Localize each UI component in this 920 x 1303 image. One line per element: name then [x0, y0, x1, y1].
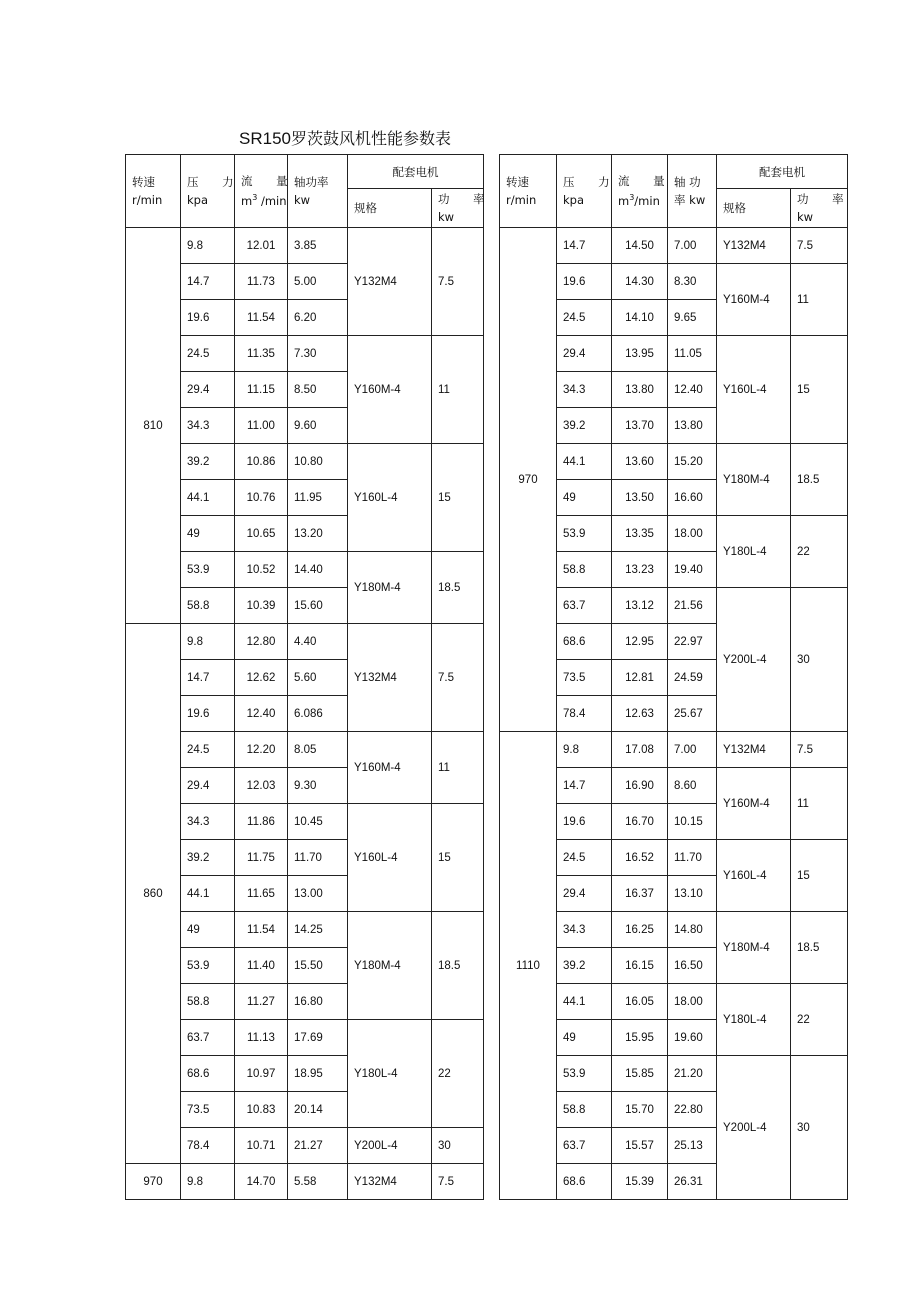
motor-power-cell: 18.5 [432, 912, 484, 1020]
pressure-cell: 9.8 [557, 732, 612, 768]
motor-power-cell: 18.5 [791, 912, 848, 984]
shaft-power-cell: 18.00 [668, 984, 717, 1020]
shaft-power-cell: 7.00 [668, 228, 717, 264]
shaft-power-cell: 4.40 [288, 624, 348, 660]
flow-cell: 12.81 [612, 660, 668, 696]
shaft-power-cell: 11.95 [288, 480, 348, 516]
flow-cell: 11.15 [235, 372, 288, 408]
shaft-power-cell: 18.95 [288, 1056, 348, 1092]
page-title [0, 126, 690, 149]
shaft-power-cell: 9.30 [288, 768, 348, 804]
pressure-cell: 24.5 [557, 840, 612, 876]
flow-cell: 13.23 [612, 552, 668, 588]
shaft-power-cell: 15.20 [668, 444, 717, 480]
shaft-power-cell: 22.80 [668, 1092, 717, 1128]
pressure-cell: 19.6 [557, 264, 612, 300]
header-speed: 转速 r/min [500, 155, 557, 228]
table-row [500, 228, 848, 264]
motor-power-cell: 15 [432, 804, 484, 912]
shaft-power-cell: 8.60 [668, 768, 717, 804]
pressure-cell: 49 [557, 1020, 612, 1056]
flow-cell: 10.76 [235, 480, 288, 516]
speed-cell: 810 [126, 228, 181, 624]
table-row [500, 732, 848, 768]
pressure-cell: 9.8 [181, 228, 235, 264]
flow-cell: 10.65 [235, 516, 288, 552]
pressure-cell: 29.4 [181, 768, 235, 804]
pressure-cell: 39.2 [557, 408, 612, 444]
flow-cell: 11.75 [235, 840, 288, 876]
pressure-cell: 34.3 [557, 912, 612, 948]
motor-spec-cell: Y180L-4 [717, 984, 791, 1056]
pressure-cell: 58.8 [181, 984, 235, 1020]
shaft-power-cell: 8.30 [668, 264, 717, 300]
flow-cell: 10.86 [235, 444, 288, 480]
pressure-cell: 58.8 [557, 552, 612, 588]
table-body-left [126, 155, 495, 1200]
pressure-cell: 49 [557, 480, 612, 516]
flow-cell: 16.90 [612, 768, 668, 804]
flow-cell: 12.20 [235, 732, 288, 768]
title-text: 罗茨鼓风机性能参数表 [290, 129, 451, 148]
shaft-power-cell: 16.50 [668, 948, 717, 984]
flow-cell: 14.70 [235, 1164, 288, 1200]
shaft-power-cell: 7.30 [288, 336, 348, 372]
shaft-power-cell: 17.69 [288, 1020, 348, 1056]
motor-spec-cell: Y160M-4 [348, 732, 432, 804]
pressure-cell: 53.9 [557, 516, 612, 552]
motor-spec-cell: Y180M-4 [348, 552, 432, 624]
flow-cell: 12.03 [235, 768, 288, 804]
motor-spec-cell: Y132M4 [717, 228, 791, 264]
speed-cell: 860 [126, 624, 181, 1164]
pressure-cell: 24.5 [181, 336, 235, 372]
pressure-cell: 63.7 [557, 588, 612, 624]
header-flow: 流 量 $m^3$ /min [235, 155, 288, 228]
header-motor: 配套电机 [348, 155, 484, 189]
table-row [126, 624, 484, 660]
shaft-power-cell: 10.15 [668, 804, 717, 840]
flow-cell: 16.52 [612, 840, 668, 876]
motor-spec-cell: Y200L-4 [717, 1056, 791, 1200]
flow-cell: 13.50 [612, 480, 668, 516]
motor-power-cell: 15 [791, 840, 848, 912]
motor-power-cell: 30 [432, 1128, 484, 1164]
motor-spec-cell: Y160L-4 [348, 804, 432, 912]
flow-cell: 10.39 [235, 588, 288, 624]
pressure-cell: 34.3 [557, 372, 612, 408]
shaft-power-cell: 19.60 [668, 1020, 717, 1056]
shaft-power-cell: 13.20 [288, 516, 348, 552]
motor-power-cell: 7.5 [791, 732, 848, 768]
motor-spec-cell: Y180M-4 [717, 912, 791, 984]
pressure-cell: 29.4 [181, 372, 235, 408]
flow-cell: 11.35 [235, 336, 288, 372]
motor-power-cell: 11 [432, 732, 484, 804]
pressure-cell: 44.1 [181, 480, 235, 516]
flow-cell: 14.50 [612, 228, 668, 264]
performance-table-right [499, 154, 854, 1200]
flow-cell: 16.37 [612, 876, 668, 912]
motor-power-cell: 15 [432, 444, 484, 552]
shaft-power-cell: 9.60 [288, 408, 348, 444]
flow-cell: 11.73 [235, 264, 288, 300]
flow-cell: 13.12 [612, 588, 668, 624]
speed-cell: 970 [126, 1164, 181, 1200]
pressure-cell: 53.9 [557, 1056, 612, 1092]
header-motor-power: 功 率 kw [791, 189, 848, 228]
table-row [126, 1164, 484, 1200]
shaft-power-cell: 22.97 [668, 624, 717, 660]
table-row [126, 228, 484, 264]
flow-cell: 17.08 [612, 732, 668, 768]
header-motor: 配套电机 [717, 155, 848, 189]
flow-cell: 16.70 [612, 804, 668, 840]
header-speed: 转速 r/min [126, 155, 181, 228]
motor-power-cell: 7.5 [791, 228, 848, 264]
motor-power-cell: 7.5 [432, 624, 484, 732]
motor-power-cell: 18.5 [791, 444, 848, 516]
shaft-power-cell: 15.50 [288, 948, 348, 984]
pressure-cell: 9.8 [181, 1164, 235, 1200]
flow-cell: 13.60 [612, 444, 668, 480]
pressure-cell: 34.3 [181, 804, 235, 840]
shaft-power-cell: 16.60 [668, 480, 717, 516]
pressure-cell: 44.1 [557, 984, 612, 1020]
shaft-power-cell: 14.25 [288, 912, 348, 948]
pressure-cell: 58.8 [181, 588, 235, 624]
header-pressure: 压 力 kpa [181, 155, 235, 228]
pressure-cell: 58.8 [557, 1092, 612, 1128]
motor-power-cell: 11 [791, 264, 848, 336]
motor-power-cell: 7.5 [432, 228, 484, 336]
motor-power-cell: 11 [432, 336, 484, 444]
pressure-cell: 14.7 [181, 264, 235, 300]
pressure-cell: 14.7 [557, 228, 612, 264]
shaft-power-cell: 6.086 [288, 696, 348, 732]
pressure-cell: 68.6 [181, 1056, 235, 1092]
header-shaft-power: 轴 功 率 kw [668, 155, 717, 228]
shaft-power-cell: 21.56 [668, 588, 717, 624]
motor-spec-cell: Y160M-4 [717, 768, 791, 840]
performance-table-left [125, 154, 495, 1200]
shaft-power-cell: 5.60 [288, 660, 348, 696]
flow-cell: 15.70 [612, 1092, 668, 1128]
motor-spec-cell: Y160M-4 [717, 264, 791, 336]
flow-cell: 11.13 [235, 1020, 288, 1056]
shaft-power-cell: 5.58 [288, 1164, 348, 1200]
flow-cell: 12.63 [612, 696, 668, 732]
motor-power-cell: 22 [791, 984, 848, 1056]
header-spec: 规格 [717, 189, 791, 228]
shaft-power-cell: 19.40 [668, 552, 717, 588]
flow-cell: 11.54 [235, 912, 288, 948]
motor-spec-cell: Y132M4 [348, 624, 432, 732]
pressure-cell: 44.1 [181, 876, 235, 912]
header-flow: 流 量 $m^3/\min$ [612, 155, 668, 228]
motor-spec-cell: Y200L-4 [348, 1128, 432, 1164]
motor-spec-cell: Y160L-4 [717, 336, 791, 444]
title-code: SR150 [239, 129, 291, 148]
flow-cell: 11.54 [235, 300, 288, 336]
header-motor-power: 功 率 kw [432, 189, 484, 228]
shaft-power-cell: 25.13 [668, 1128, 717, 1164]
speed-cell: 970 [500, 228, 557, 732]
pressure-cell: 19.6 [181, 300, 235, 336]
shaft-power-cell: 18.00 [668, 516, 717, 552]
flow-cell: 10.83 [235, 1092, 288, 1128]
flow-cell: 10.71 [235, 1128, 288, 1164]
speed-cell: 1110 [500, 732, 557, 1200]
flow-cell: 12.95 [612, 624, 668, 660]
motor-power-cell: 18.5 [432, 552, 484, 624]
pressure-cell: 34.3 [181, 408, 235, 444]
pressure-cell: 9.8 [181, 624, 235, 660]
flow-cell: 15.85 [612, 1056, 668, 1092]
flow-cell: 11.00 [235, 408, 288, 444]
table-body-right [500, 155, 854, 1200]
pressure-cell: 78.4 [181, 1128, 235, 1164]
pressure-cell: 63.7 [557, 1128, 612, 1164]
shaft-power-cell: 11.70 [288, 840, 348, 876]
shaft-power-cell: 26.31 [668, 1164, 717, 1200]
shaft-power-cell: 10.45 [288, 804, 348, 840]
pressure-cell: 49 [181, 912, 235, 948]
flow-cell: 11.27 [235, 984, 288, 1020]
motor-spec-cell: Y180M-4 [348, 912, 432, 1020]
flow-cell: 11.40 [235, 948, 288, 984]
motor-power-cell: 11 [791, 768, 848, 840]
header-pressure: 压 力 kpa [557, 155, 612, 228]
flow-cell: 16.25 [612, 912, 668, 948]
pressure-cell: 73.5 [557, 660, 612, 696]
flow-cell: 15.57 [612, 1128, 668, 1164]
flow-cell: 12.01 [235, 228, 288, 264]
motor-spec-cell: Y132M4 [348, 1164, 432, 1200]
motor-spec-cell: Y160M-4 [348, 336, 432, 444]
flow-cell: 15.39 [612, 1164, 668, 1200]
pressure-cell: 44.1 [557, 444, 612, 480]
flow-cell: 16.15 [612, 948, 668, 984]
flow-cell: 10.97 [235, 1056, 288, 1092]
pressure-cell: 78.4 [557, 696, 612, 732]
pressure-cell: 53.9 [181, 552, 235, 588]
pressure-cell: 24.5 [181, 732, 235, 768]
flow-cell: 12.40 [235, 696, 288, 732]
pressure-cell: 68.6 [557, 1164, 612, 1200]
shaft-power-cell: 9.65 [668, 300, 717, 336]
pressure-cell: 29.4 [557, 876, 612, 912]
shaft-power-cell: 13.10 [668, 876, 717, 912]
shaft-power-cell: 20.14 [288, 1092, 348, 1128]
shaft-power-cell: 10.80 [288, 444, 348, 480]
header-shaft-power: 轴功率 kw [288, 155, 348, 228]
pressure-cell: 29.4 [557, 336, 612, 372]
pressure-cell: 49 [181, 516, 235, 552]
pressure-cell: 19.6 [181, 696, 235, 732]
motor-power-cell: 7.5 [432, 1164, 484, 1200]
shaft-power-cell: 24.59 [668, 660, 717, 696]
flow-cell: 10.52 [235, 552, 288, 588]
motor-spec-cell: Y132M4 [717, 732, 791, 768]
pressure-cell: 68.6 [557, 624, 612, 660]
pressure-cell: 39.2 [181, 840, 235, 876]
shaft-power-cell: 7.00 [668, 732, 717, 768]
pressure-cell: 63.7 [181, 1020, 235, 1056]
motor-spec-cell: Y180L-4 [348, 1020, 432, 1128]
shaft-power-cell: 16.80 [288, 984, 348, 1020]
shaft-power-cell: 11.70 [668, 840, 717, 876]
flow-cell: 11.65 [235, 876, 288, 912]
flow-cell: 11.86 [235, 804, 288, 840]
shaft-power-cell: 8.05 [288, 732, 348, 768]
pressure-cell: 39.2 [557, 948, 612, 984]
flow-cell: 14.10 [612, 300, 668, 336]
pressure-cell: 39.2 [181, 444, 235, 480]
flow-cell: 13.70 [612, 408, 668, 444]
shaft-power-cell: 15.60 [288, 588, 348, 624]
motor-power-cell: 15 [791, 336, 848, 444]
shaft-power-cell: 21.20 [668, 1056, 717, 1092]
motor-spec-cell: Y160L-4 [717, 840, 791, 912]
motor-spec-cell: Y180M-4 [717, 444, 791, 516]
pressure-cell: 14.7 [557, 768, 612, 804]
shaft-power-cell: 21.27 [288, 1128, 348, 1164]
shaft-power-cell: 5.00 [288, 264, 348, 300]
shaft-power-cell: 8.50 [288, 372, 348, 408]
pressure-cell: 24.5 [557, 300, 612, 336]
shaft-power-cell: 6.20 [288, 300, 348, 336]
motor-power-cell: 22 [791, 516, 848, 588]
shaft-power-cell: 13.00 [288, 876, 348, 912]
motor-spec-cell: Y160L-4 [348, 444, 432, 552]
pressure-cell: 53.9 [181, 948, 235, 984]
motor-power-cell: 30 [791, 588, 848, 732]
flow-cell: 13.95 [612, 336, 668, 372]
pressure-cell: 14.7 [181, 660, 235, 696]
shaft-power-cell: 14.80 [668, 912, 717, 948]
motor-power-cell: 30 [791, 1056, 848, 1200]
flow-cell: 15.95 [612, 1020, 668, 1056]
flow-cell: 16.05 [612, 984, 668, 1020]
shaft-power-cell: 3.85 [288, 228, 348, 264]
flow-cell: 12.80 [235, 624, 288, 660]
shaft-power-cell: 14.40 [288, 552, 348, 588]
motor-power-cell: 22 [432, 1020, 484, 1128]
motor-spec-cell: Y180L-4 [717, 516, 791, 588]
pressure-cell: 73.5 [181, 1092, 235, 1128]
pressure-cell: 19.6 [557, 804, 612, 840]
motor-spec-cell: Y132M4 [348, 228, 432, 336]
header-spec: 规格 [348, 189, 432, 228]
shaft-power-cell: 13.80 [668, 408, 717, 444]
shaft-power-cell: 25.67 [668, 696, 717, 732]
flow-cell: 12.62 [235, 660, 288, 696]
shaft-power-cell: 12.40 [668, 372, 717, 408]
flow-cell: 13.80 [612, 372, 668, 408]
shaft-power-cell: 11.05 [668, 336, 717, 372]
flow-cell: 14.30 [612, 264, 668, 300]
flow-cell: 13.35 [612, 516, 668, 552]
motor-spec-cell: Y200L-4 [717, 588, 791, 732]
